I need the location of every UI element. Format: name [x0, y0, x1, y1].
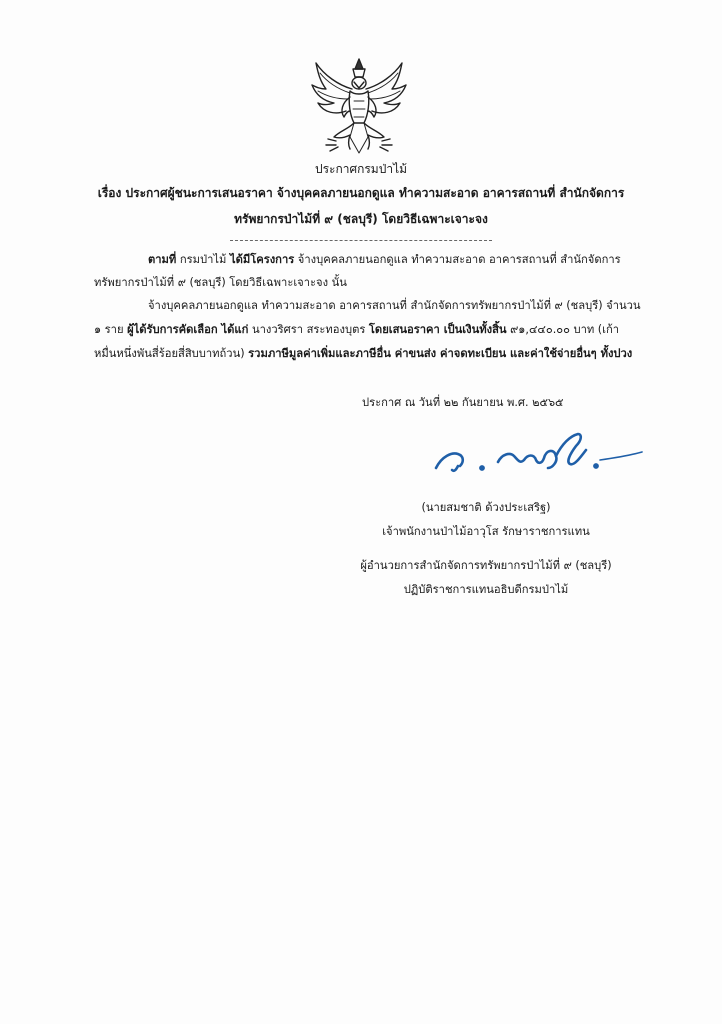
subject-line-1: เรื่อง ประกาศผู้ชนะการเสนอราคา จ้างบุคคลภายนอกดูแล ทำความสะอาด อาคารสถานที่ สำนักจัดการ: [97, 186, 625, 200]
para1-seg3: จ้างบุคคลภายนอกดูแล ทำความสะอาด อาคารสถานที่ สำนักจัดการ: [294, 253, 621, 266]
para1-lead: ตามที่: [148, 253, 177, 266]
para2-line2-e: ๙๑,๔๔๐.๐๐ บาท (เก้า: [506, 323, 620, 336]
garuda-emblem-icon: [308, 57, 410, 155]
para2-line3-a: หมื่นหนึ่งพันสี่ร้อยสี่สิบบาทถ้วน): [94, 347, 249, 360]
signatory-position-3: ปฏิบัติราชการแทนอธิบดีกรมป่าไม้: [403, 583, 569, 596]
para2-line2-c: นางวริศรา สระทองบุตร: [248, 323, 369, 336]
para1-seg2: ได้มีโครงการ: [229, 253, 295, 266]
page-title: ประกาศกรมป่าไม้: [314, 162, 408, 176]
para2-line3-b: รวมภาษีมูลค่าเพิ่มและภาษีอื่น ค่าขนส่ง ค่าจดทะเบียน และค่าใช้จ่ายอื่นๆ ทั้งปวง: [248, 347, 633, 360]
paragraph-2-line-2: [94, 322, 619, 338]
handwritten-signature-icon: [430, 432, 646, 474]
signatory-position-1: เจ้าพนักงานป่าไม้อาวุโส รักษาราชการแทน: [382, 525, 590, 538]
subject-line-2: ทรัพยากรป่าไม้ที่ ๙ (ชลบุรี) โดยวิธีเฉพาะเจาะจง: [234, 212, 488, 226]
paragraph-1-line-2: ทรัพยากรป่าไม้ที่ ๙ (ชลบุรี) โดยวิธีเฉพาะเจาะจง นั้น: [94, 276, 347, 289]
signatory-name: (นายสมชาติ ด้วงประเสริฐ): [421, 501, 551, 514]
para2-line2-d: โดยเสนอราคา เป็นเงินทั้งสิ้น: [368, 323, 507, 336]
paragraph-2-line-3: [94, 346, 632, 362]
dashed-divider: [230, 240, 492, 241]
paragraph-1-line-1: [148, 252, 621, 268]
paragraph-2-line-1: จ้างบุคคลภายนอกดูแล ทำความสะอาด อาคารสถานที่ สำนักจัดการทรัพยากรป่าไม้ที่ ๙ (ชลบุรี) จำนวน: [148, 299, 641, 312]
announcement-date: ประกาศ ณ วันที่ ๒๒ กันยายน พ.ศ. ๒๕๖๕: [362, 396, 564, 409]
para1-seg1: กรมป่าไม้: [176, 253, 230, 266]
para2-line2-b: ผู้ได้รับการคัดเลือก ได้แก่: [127, 323, 249, 336]
para2-line2-a: ๑ ราย: [94, 323, 128, 336]
signatory-position-2: ผู้อำนวยการสำนักจัดการทรัพยากรป่าไม้ที่ ๙ (ชลบุรี): [360, 559, 612, 572]
